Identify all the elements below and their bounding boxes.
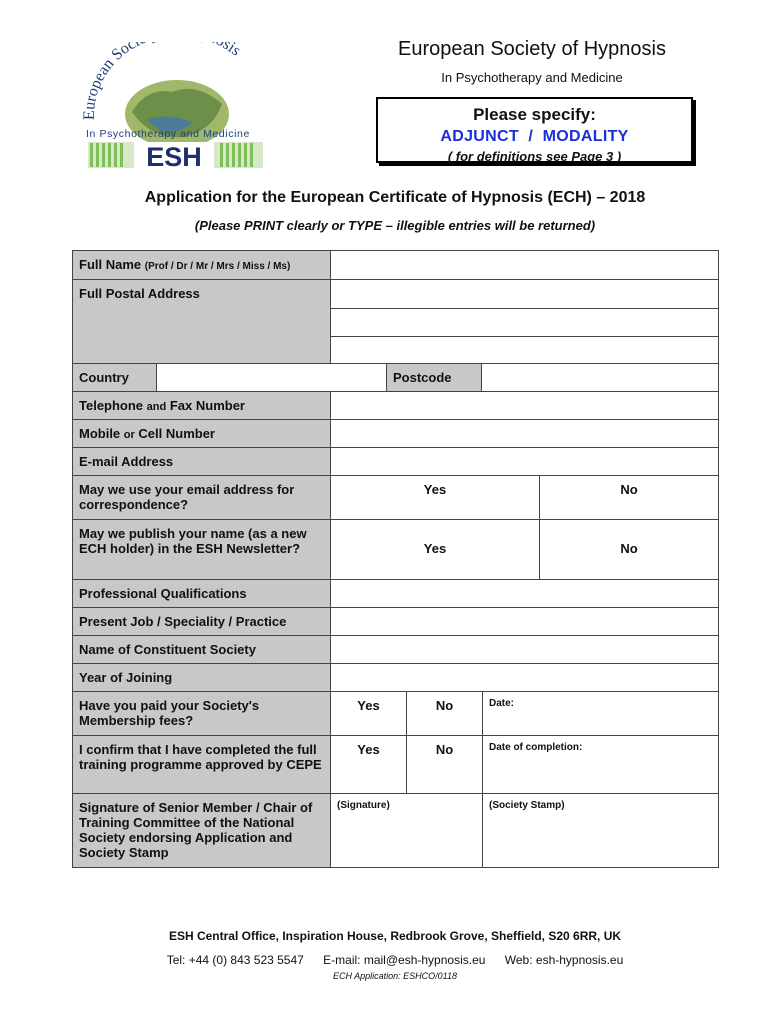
telephone-contact: Tel: +44 (0) 843 523 5547 [166, 953, 304, 967]
year-joining-label: Year of Joining [73, 664, 330, 691]
mobile-label: Mobile [79, 426, 121, 441]
signature-label: Signature of Senior Member / Chair of Training Committee of the National Society endorsing Application and Society Stamp [73, 794, 330, 867]
org-subtitle: In Psychotherapy and Medicine [441, 70, 623, 85]
postcode-label: Postcode [386, 364, 481, 391]
specify-box [376, 97, 693, 163]
row-publish-consent [73, 519, 718, 579]
present-job-input[interactable] [330, 608, 718, 635]
specify-heading: Please specify: [473, 105, 596, 124]
training-completion-date[interactable]: Date of completion: [482, 736, 718, 793]
qualifications-input[interactable] [330, 580, 718, 607]
fees-paid-label: Have you paid your Society's Membership fees? [73, 692, 330, 735]
signature-field[interactable]: (Signature) [330, 794, 482, 867]
publish-consent-yes[interactable]: Yes [330, 520, 539, 579]
web-contact: Web: esh-hypnosis.eu [504, 953, 624, 967]
country-input[interactable] [156, 364, 386, 391]
row-constituent-society [73, 635, 718, 663]
email-consent-label: May we use your email address for correspondence? [73, 476, 330, 519]
mobile-input[interactable] [330, 420, 718, 447]
logo-tagline: In Psychotherapy and Medicine [86, 128, 250, 140]
row-year-joining [73, 663, 718, 691]
row-email-consent [73, 475, 718, 519]
full-name-input[interactable] [330, 251, 718, 279]
full-name-label: Full Name [79, 257, 142, 272]
address-line-3-input[interactable] [331, 336, 718, 364]
email-input[interactable] [330, 448, 718, 475]
year-joining-input[interactable] [330, 664, 718, 691]
email-contact: E-mail: mail@esh-hypnosis.eu [323, 953, 486, 967]
specify-options: ADJUNCT / MODALITY [440, 128, 629, 145]
qualifications-label: Professional Qualifications [73, 580, 330, 607]
full-name-titles: (Prof / Dr / Mr / Mrs / Miss / Ms) [144, 261, 291, 272]
society-stamp-field[interactable]: (Society Stamp) [482, 794, 718, 867]
fees-paid-yes[interactable]: Yes [330, 692, 406, 735]
email-label: E-mail Address [73, 448, 330, 475]
logo-abbr: ESH [146, 142, 202, 170]
row-signature [73, 793, 718, 867]
specify-note: ( for definitions see Page 3 ) [447, 149, 622, 164]
cell-label: Cell Number [138, 426, 215, 441]
application-form [72, 250, 719, 868]
publish-consent-no[interactable]: No [539, 520, 718, 579]
training-confirm-yes[interactable]: Yes [330, 736, 406, 793]
document-reference: ECH Application: ESHCO/0118 [332, 971, 458, 981]
row-present-job [73, 607, 718, 635]
row-mobile [73, 419, 718, 447]
row-fees-paid [73, 691, 718, 735]
telephone-and: and [146, 401, 167, 413]
row-training-confirm [73, 735, 718, 793]
constituent-society-input[interactable] [330, 636, 718, 663]
address-line-1-input[interactable] [331, 280, 718, 308]
logo-arc-text: European Soc sis [80, 42, 244, 121]
fees-paid-no[interactable]: No [406, 692, 482, 735]
esh-logo [72, 42, 280, 170]
training-confirm-no[interactable]: No [406, 736, 482, 793]
office-address: ESH Central Office, Inspiration House, Redbrook Grove, Sheffield, S20 6RR, UK [168, 929, 622, 943]
telephone-input[interactable] [330, 392, 718, 419]
fax-label: Fax Number [169, 398, 245, 413]
postcode-input[interactable] [481, 364, 718, 391]
email-consent-no[interactable]: No [539, 476, 718, 519]
row-country [73, 363, 718, 391]
row-email [73, 447, 718, 475]
training-confirm-label: I confirm that I have completed the full training programme approved by CEPE [73, 736, 330, 793]
present-job-label: Present Job / Speciality / Practice [73, 608, 330, 635]
row-qualifications [73, 579, 718, 607]
contact-line [72, 953, 718, 967]
constituent-society-label: Name of Constituent Society [73, 636, 330, 663]
country-label: Country [73, 364, 156, 391]
org-title: European Society of Hypnosis [398, 38, 666, 60]
row-telephone [73, 391, 718, 419]
document-title: Application for the European Certificate of Hypnosis (ECH) – 2018 [144, 189, 646, 206]
row-postal-address [73, 279, 718, 363]
postal-address-label: Full Postal Address [73, 280, 330, 363]
row-full-name [73, 251, 718, 279]
fees-paid-date[interactable]: Date: [482, 692, 718, 735]
telephone-label: Telephone [79, 398, 144, 413]
mobile-or: or [123, 429, 135, 441]
document-subtitle: (Please PRINT clearly or TYPE – illegible entries will be returned) [194, 218, 596, 233]
address-line-2-input[interactable] [331, 308, 718, 336]
publish-consent-label: May we publish your name (as a new ECH holder) in the ESH Newsletter? [73, 520, 330, 579]
email-consent-yes[interactable]: Yes [330, 476, 539, 519]
